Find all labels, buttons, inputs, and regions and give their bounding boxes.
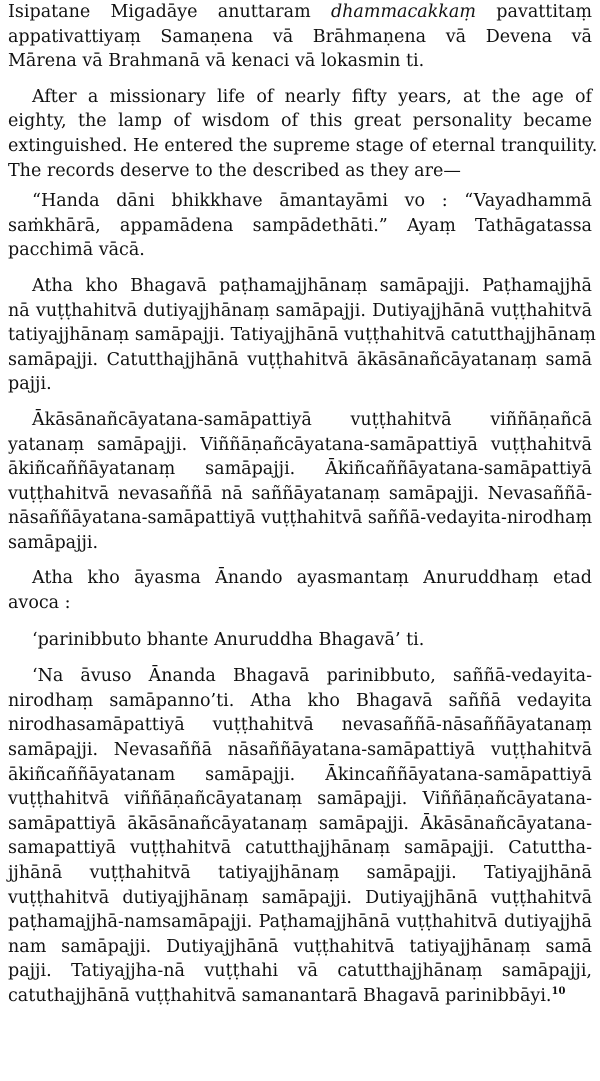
text-run: nāsaññāyatana-samāpattiyā vuṭṭhahitvā saññā-vedayita-nirodhaṃ bbox=[8, 508, 593, 529]
text-line bbox=[8, 25, 592, 50]
text-line bbox=[8, 299, 592, 324]
text-run: nirodhasamāpattiyā vuṭṭhahitvā nevasaññā-nāsaññāyatanaṃ bbox=[8, 715, 592, 736]
text-line bbox=[8, 348, 592, 373]
paragraph-p4 bbox=[8, 274, 596, 397]
text-run: yatanaṃ samāpajji. Viññāṇañcāyatana-samāpattiyā vuṭṭhahitvā bbox=[8, 434, 592, 455]
text-run: samāpajji. bbox=[8, 532, 99, 553]
text-line bbox=[8, 457, 592, 482]
text-run: catuthajjhānā vuṭṭhahitvā samanantarā Bhagavā parinibbāyi. bbox=[8, 985, 552, 1006]
text-line bbox=[8, 959, 592, 984]
text-run: eighty, the lamp of wisdom of this great personality became bbox=[8, 111, 592, 132]
text-line bbox=[8, 85, 592, 110]
text-run: avoca : bbox=[8, 593, 71, 614]
text-run: paṭhamajjhā-namsamāpajji. Paṭhamajjhānā vuṭṭhahitvā dutiyajjhā bbox=[8, 912, 592, 933]
text-line bbox=[8, 49, 592, 74]
text-run: “Handa dāni bhikkhave āmantayāmi vo : “Vayadhammā bbox=[32, 191, 592, 212]
text-line bbox=[8, 836, 592, 861]
text-line bbox=[8, 812, 592, 837]
text-line bbox=[8, 372, 592, 397]
text-run: jjhānā vuṭṭhahitvā tatiyajjhānaṃ samāpajji. Tatiyajjhānā bbox=[8, 863, 592, 883]
text-line bbox=[8, 159, 592, 184]
paragraph-p3 bbox=[8, 189, 592, 263]
text-line bbox=[8, 506, 592, 531]
text-run: nam samāpajji. Dutiyajjhānā vuṭṭhahitvā tatiyajjhānaṃ samā bbox=[8, 936, 592, 957]
text-run: ākiñcaññāyatanaṃ samāpajji. Ākiñcaññāyatana-samāpattiyā bbox=[8, 459, 592, 480]
text-run: samāpattiyā ākāsānañcāyatanaṃ samāpajji. Ākāsānañcāyatana- bbox=[8, 813, 592, 834]
text-run: vuṭṭhahitvā dutiyajjhānaṃ samāpajji. Dutiyajjhānā vuṭṭhahitvā bbox=[8, 887, 592, 908]
text-line bbox=[8, 323, 596, 348]
text-line bbox=[8, 134, 598, 159]
paragraph-p7 bbox=[8, 628, 592, 653]
text-run: tatiyajjhānaṃ samāpajji. Tatiyajjhānā vuṭṭhahitvā catutthajjhānaṃ bbox=[8, 325, 596, 346]
text-run: The records deserve to the described as they are— bbox=[8, 160, 461, 181]
text-line bbox=[8, 238, 592, 263]
text-line bbox=[8, 591, 592, 616]
text-run: ‘parinibbuto bhante Anuruddha Bhagavā’ ti. bbox=[32, 629, 425, 650]
text-run: pajji. Tatiyajjha-nā vuṭṭhahi vā catutthajjhānaṃ samāpajji, bbox=[8, 961, 592, 982]
text-line bbox=[8, 433, 592, 458]
text-line bbox=[8, 861, 592, 886]
text-line bbox=[8, 408, 592, 433]
text-line bbox=[8, 984, 592, 1009]
text-line bbox=[8, 109, 592, 134]
text-run: samāpajji. Catutthajjhānā vuṭṭhahitvā ākāsānañcāyatanaṃ samā bbox=[8, 349, 592, 370]
text-run: After a missionary life of nearly fifty years, at the age of bbox=[32, 86, 592, 107]
text-line bbox=[8, 738, 592, 763]
paragraph-p1 bbox=[8, 0, 592, 74]
text-line bbox=[8, 482, 592, 507]
text-run: appativattiyaṃ Samaṇena vā Brāhmaṇena vā Devena vā bbox=[8, 26, 592, 47]
text-run: Ākāsānañcāyatana-samāpattiyā vuṭṭhahitvā viññāṇañcā bbox=[32, 409, 592, 430]
text-run: extinguished. He entered the supreme stage of eternal tranquility. bbox=[8, 135, 598, 156]
text-run: ‘Na āvuso Ānanda Bhagavā parinibbuto, saññā-vedayita- bbox=[32, 666, 592, 687]
text-line bbox=[8, 274, 592, 299]
text-run: Atha kho āyasma Ānando ayasmantaṃ Anuruddhaṃ etad bbox=[32, 568, 592, 589]
text-run: vuṭṭhahitvā viññāṇañcāyatanaṃ samāpajji. Viññāṇañcāyatana- bbox=[8, 789, 592, 810]
footnote-marker: 10 bbox=[551, 986, 566, 998]
text-line bbox=[8, 664, 592, 689]
paragraph-p6 bbox=[8, 566, 592, 615]
text-run: samapattiyā vuṭṭhahitvā catutthajjhānaṃ samāpajji. Catuttha- bbox=[8, 838, 592, 859]
text-line bbox=[8, 531, 592, 556]
text-line bbox=[8, 886, 592, 911]
text-line bbox=[8, 189, 592, 214]
text-run: pavattitaṃ bbox=[476, 2, 592, 22]
text-run: saṁkhārā, appamādena sampādethāti.” Ayaṃ Tathāgatassa bbox=[8, 215, 592, 236]
text-run: pacchimā vācā. bbox=[8, 240, 145, 261]
paragraph-p5 bbox=[8, 408, 592, 556]
text-line bbox=[8, 628, 592, 653]
text-run: pajji. bbox=[8, 374, 52, 395]
document-page bbox=[8, 0, 598, 1009]
text-run: nirodhaṃ samāpanno’ti. Atha kho Bhagavā saññā vedayita bbox=[8, 690, 592, 711]
text-line bbox=[8, 910, 592, 935]
text-line bbox=[8, 935, 592, 960]
text-run: Mārena vā Brahmanā vā kenaci vā lokasmin ti. bbox=[8, 51, 425, 72]
text-run: ākiñcaññāyatanam samāpajji. Ākincaññāyatana-samāpattiyā bbox=[8, 764, 592, 785]
text-line bbox=[8, 214, 592, 239]
text-run: Isipatane Migadāye anuttaram bbox=[8, 2, 331, 22]
text-line bbox=[8, 0, 592, 25]
text-run: Atha kho Bhagavā paṭhamajjhānaṃ samāpajji. Paṭhamajjhā bbox=[32, 275, 592, 296]
text-run: nā vuṭṭhahitvā dutiyajjhānaṃ samāpajji. Dutiyajjhānā vuṭṭhahitvā bbox=[8, 300, 592, 321]
text-line bbox=[8, 689, 592, 714]
text-run: vuṭṭhahitvā nevasaññā nā saññāyatanaṃ samāpajji. Nevasaññā- bbox=[8, 483, 592, 504]
text-line bbox=[8, 787, 592, 812]
italic-term: dhammacakkaṃ bbox=[330, 2, 477, 22]
paragraph-p8 bbox=[8, 664, 592, 1008]
paragraph-p2 bbox=[8, 85, 598, 183]
text-line bbox=[8, 763, 592, 788]
text-line bbox=[8, 713, 592, 738]
text-line bbox=[8, 566, 592, 591]
text-run: samāpajji. Nevasaññā nāsaññāyatana-samāpattiyā vuṭṭhahitvā bbox=[8, 740, 592, 761]
